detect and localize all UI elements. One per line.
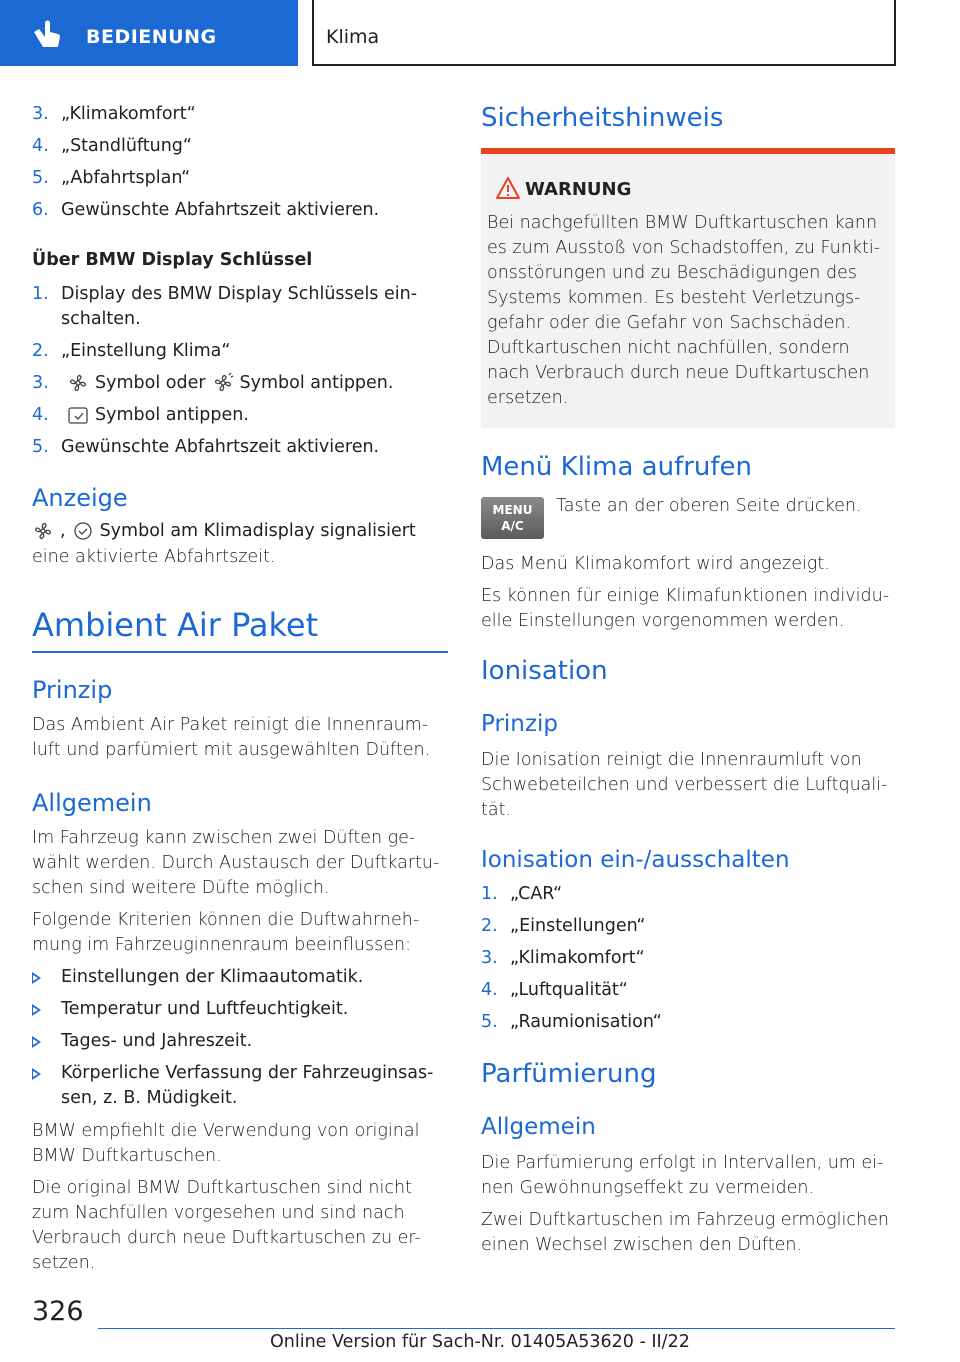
list-item: „CAR“	[510, 884, 563, 904]
parfum-text: Die Parfümierung erfolgt in Intervallen, um ei-	[481, 1153, 884, 1173]
ionisation-text: Schwebeteilchen und verbessert die Luftquali-	[481, 775, 888, 795]
list-item: Tages- und Jahreszeit.	[61, 1031, 253, 1051]
criteria-list	[32, 965, 448, 1115]
allgemein-text: wählt werden. Durch Austausch der Duftkartu-	[32, 853, 440, 873]
list-item: „Luftqualität“	[510, 980, 628, 1000]
warning-text: Systems kommen. Es besteht Verletzungs-	[487, 288, 861, 308]
list-item: „Einstellung Klima“	[61, 341, 231, 361]
anzeige-text: Symbol am Klimadisplay signalisiert	[99, 521, 416, 541]
online-version-text: Online Version für Sach-Nr. 01405A53620 - II/22	[270, 1332, 690, 1352]
parfum-text: einen Wechsel zwischen den Düften.	[481, 1235, 803, 1255]
page-number: 326	[32, 1296, 84, 1327]
list-number: 1.	[481, 884, 498, 904]
warning-text: Bei nachgefüllten BMW Duftkartuschen kann	[487, 213, 878, 233]
hand-pointer-icon	[30, 20, 64, 50]
list-item: „Standlüftung“	[61, 136, 192, 156]
list-item: Gewünschte Abfahrtszeit aktivieren.	[61, 200, 380, 220]
ionisation-text: tät.	[481, 800, 512, 820]
menu-button-label: A/C	[501, 519, 524, 533]
ambient-air-title: Ambient Air Paket	[32, 606, 319, 644]
warning-text: ersetzen.	[487, 388, 569, 408]
separator-text: ,	[60, 521, 66, 541]
list-item: „Einstellungen“	[510, 916, 646, 936]
recommendation-text: BMW empfiehlt die Verwendung von original	[32, 1121, 420, 1141]
list-number: 3.	[32, 104, 49, 124]
individual-text: elle Einstellungen vorgenommen werden.	[481, 611, 845, 631]
anzeige-text-line2: eine aktivierte Abfahrtszeit.	[32, 547, 276, 567]
bullet-icon	[32, 1068, 41, 1080]
prinzip-heading: Prinzip	[32, 676, 113, 704]
list-item: Körperliche Verfassung der Fahrzeuginsas-	[61, 1063, 434, 1083]
list-number: 5.	[481, 1012, 498, 1032]
allgemein-text: mung im Fahrzeuginnenraum beeinflussen:	[32, 935, 412, 955]
ionisation-heading: Ionisation	[481, 656, 608, 686]
warning-box	[481, 148, 895, 428]
warning-triangle-icon	[495, 176, 521, 200]
allgemein-text: Im Fahrzeug kann zwischen zwei Düften ge-	[32, 828, 416, 848]
list-item	[61, 371, 393, 396]
warning-text: nach Verbrauch durch neue Duftkartuschen	[487, 363, 870, 383]
list-item: schalten.	[61, 309, 141, 329]
fan-icon	[67, 372, 89, 394]
allgemein-text: schen sind weitere Düfte möglich.	[32, 878, 330, 898]
display-key-heading: Über BMW Display Schlüssel	[32, 250, 313, 270]
list-number: 6.	[32, 200, 49, 220]
display-key-steps	[32, 282, 448, 462]
warning-text: es zum Ausstoß von Schadstoffen, zu Funkti-	[487, 238, 880, 258]
ion-prinzip-heading: Prinzip	[481, 711, 558, 737]
fan-heat-icon	[212, 372, 234, 394]
list-item: Gewünschte Abfahrtszeit aktivieren.	[61, 437, 380, 457]
list-item: Temperatur und Luftfeuchtigkeit.	[61, 999, 349, 1019]
original-cartridge-text: Verbrauch durch neue Duftkartuschen zu er-	[32, 1228, 421, 1248]
list-item: „Abfahrtsplan“	[61, 168, 191, 188]
menu-shown-text: Das Menü Klimakomfort wird angezeigt.	[481, 554, 830, 574]
ion-switch-heading: Ionisation ein-/ausschalten	[481, 847, 790, 873]
individual-text: Es können für einige Klimafunktionen individu-	[481, 586, 890, 606]
list-item: „Klimakomfort“	[61, 104, 196, 124]
prinzip-text: luft und parfümiert mit ausgewählten Düften.	[32, 740, 431, 760]
ionisation-text: Die Ionisation reinigt die Innenraumluft von	[481, 750, 862, 770]
bullet-icon	[32, 972, 41, 984]
header-chapter-box	[312, 0, 896, 66]
warning-text: Duftkartuschen nicht nachfüllen, sondern	[487, 338, 850, 358]
safety-heading: Sicherheitshinweis	[481, 103, 724, 133]
parfum-text: Zwei Duftkartuschen im Fahrzeug ermöglichen	[481, 1210, 889, 1230]
list-number: 3.	[481, 948, 498, 968]
list-number: 4.	[481, 980, 498, 1000]
step-text: Symbol oder	[95, 373, 206, 393]
list-number: 3.	[32, 373, 49, 393]
climate-steps-list	[32, 102, 448, 232]
bullet-icon	[32, 1036, 41, 1048]
anzeige-heading: Anzeige	[32, 484, 128, 512]
warning-title: WARNUNG	[525, 179, 632, 200]
original-cartridge-text: Die original BMW Duftkartuschen sind nicht	[32, 1178, 412, 1198]
list-number: 5.	[32, 168, 49, 188]
header-section-label: BEDIENUNG	[86, 26, 217, 48]
list-number: 4.	[32, 405, 49, 425]
header-chapter-label: Klima	[326, 26, 380, 48]
ionisation-steps-list	[481, 882, 897, 1042]
recommendation-text: BMW Duftkartuschen.	[32, 1146, 222, 1166]
list-item: sen, z. B. Müdigkeit.	[61, 1088, 238, 1108]
allgemein-text: Folgende Kriterien können die Duftwahrneh-	[32, 910, 420, 930]
list-item: „Klimakomfort“	[510, 948, 645, 968]
parfum-heading: Parfümierung	[481, 1059, 657, 1089]
allgemein-heading: Allgemein	[32, 789, 152, 817]
list-item: Display des BMW Display Schlüssels ein-	[61, 284, 418, 304]
clock-check-icon	[72, 520, 94, 542]
step-text: Symbol antippen.	[95, 405, 249, 425]
list-number: 4.	[32, 136, 49, 156]
calendar-check-icon	[67, 404, 89, 426]
list-number: 1.	[32, 284, 49, 304]
anzeige-text-line1	[32, 519, 448, 544]
parfum-allgemein-heading: Allgemein	[481, 1114, 596, 1140]
warning-text: gefahr oder die Gefahr von Sachschäden.	[487, 313, 852, 333]
original-cartridge-text: setzen.	[32, 1253, 96, 1273]
prinzip-text: Das Ambient Air Paket reinigt die Innenraum-	[32, 715, 429, 735]
list-number: 2.	[32, 341, 49, 361]
original-cartridge-text: zum Nachfüllen vorgesehen und sind nach	[32, 1203, 405, 1223]
warning-text: onsstörungen und zu Beschädigungen des	[487, 263, 857, 283]
menu-ac-button-icon	[481, 497, 544, 539]
list-number: 2.	[481, 916, 498, 936]
parfum-text: nen Gewöhnungseffekt zu vermeiden.	[481, 1178, 815, 1198]
list-number: 5.	[32, 437, 49, 457]
menu-button-label: MENU	[492, 503, 533, 517]
step-text: Symbol antippen.	[239, 373, 394, 393]
list-item: „Raumionisation“	[510, 1012, 662, 1032]
bullet-icon	[32, 1004, 41, 1016]
fan-icon	[32, 520, 54, 542]
list-item	[61, 403, 249, 428]
footer-rule	[98, 1328, 895, 1329]
menu-klima-heading: Menü Klima aufrufen	[481, 452, 753, 482]
menu-text: Taste an der oberen Seite drücken.	[556, 496, 862, 516]
header-section-tab	[0, 0, 298, 66]
list-item: Einstellungen der Klimaautomatik.	[61, 967, 364, 987]
title-underline	[32, 651, 448, 653]
